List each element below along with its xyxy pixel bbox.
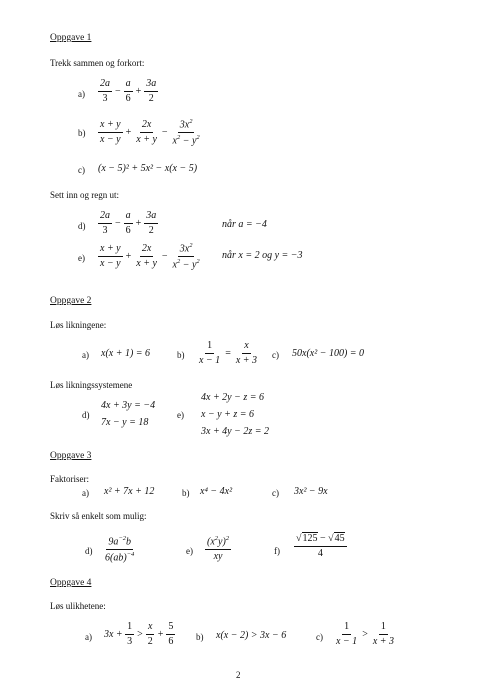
expr-2b: $\frac{1}{x - 1}$ = $\frac{x}{x + 3}$ bbox=[199, 340, 258, 366]
oppgave-2-instruction-2: Løs likningssystemene bbox=[50, 380, 133, 390]
oppgave-1-instruction: Trekk sammen og forkort: bbox=[50, 58, 145, 68]
oppgave-2-title: Oppgave 2 bbox=[50, 296, 92, 306]
oppgave-4-instruction: Løs ulikhetene: bbox=[50, 601, 106, 611]
cond-1e: når x = 2 og y = −3 bbox=[222, 250, 303, 261]
item-3b-label: b) bbox=[182, 488, 190, 498]
expr-1a: $\frac{2a}{3}$ − $\frac{a}{6}$ + $\frac{3a}{2}$ bbox=[100, 78, 157, 104]
item-1c-label: c) bbox=[78, 165, 85, 175]
expr-4b: x(x − 2) > 3x − 6 bbox=[216, 630, 287, 641]
expr-3b: x⁴ − 4x² bbox=[200, 486, 233, 497]
system-2e bbox=[201, 389, 269, 440]
item-4c-label: c) bbox=[316, 632, 323, 642]
expr-1d: $\frac{2a}{3}$ − $\frac{a}{6}$ + $\frac{3a}{2}$ bbox=[100, 210, 157, 236]
expr-1e: $\frac{x + y}{x - y}$ + $\frac{2x}{x + y}$ − $\frac{3x^2}{x^2 - y^2}$ bbox=[100, 242, 200, 271]
item-1d-label: d) bbox=[78, 221, 86, 231]
item-3a-label: a) bbox=[82, 488, 89, 498]
item-4a-label: a) bbox=[85, 632, 92, 642]
system-2e-eq1: 4x + 2y − z = 6 bbox=[201, 392, 265, 403]
expr-4a: 3x + $\frac{1}{3}$ > $\frac{x}{2}$ + $\frac{5}{6}$ bbox=[104, 621, 174, 647]
expr-1b: $\frac{x + y}{x - y}$ + $\frac{2x}{x + y}$ − $\frac{3x^2}{x^2 - y^2}$ bbox=[100, 118, 200, 147]
expr-4c: $\frac{1}{x - 1}$ > $\frac{1}{x + 3}$ bbox=[336, 621, 395, 647]
item-4b-label: b) bbox=[196, 632, 204, 642]
item-2c-label: c) bbox=[272, 350, 279, 360]
expr-3e: $\frac{(x^2y)^2}{xy}$ bbox=[207, 535, 230, 562]
expr-2c: 50x(x² − 100) = 0 bbox=[292, 348, 365, 359]
item-1e-label: e) bbox=[78, 253, 85, 263]
item-1b-label: b) bbox=[78, 128, 86, 138]
expr-3a: x² + 7x + 12 bbox=[104, 486, 155, 497]
system-2d bbox=[101, 397, 155, 431]
oppgave-1-instruction-2: Sett inn og regn ut: bbox=[50, 190, 119, 200]
expr-2a: x(x + 1) = 6 bbox=[101, 348, 151, 359]
item-3d-label: d) bbox=[85, 546, 93, 556]
cond-1d: når a = −4 bbox=[222, 219, 267, 230]
item-3c-label: c) bbox=[272, 488, 279, 498]
oppgave-3-title: Oppgave 3 bbox=[50, 451, 92, 461]
item-2a-label: a) bbox=[82, 350, 89, 360]
item-1a-label: a) bbox=[78, 89, 85, 99]
oppgave-3-instruction: Faktoriser: bbox=[50, 474, 89, 484]
oppgave-4-title: Oppgave 4 bbox=[50, 578, 92, 588]
item-2e-label: e) bbox=[177, 410, 184, 420]
expr-3f: $\frac{√125 - √45}{4}$ bbox=[296, 533, 345, 559]
item-3f-label: f) bbox=[274, 546, 280, 556]
system-2e-eq2: x − y + z = 6 bbox=[201, 409, 255, 420]
system-2d-eq2: 7x − y = 18 bbox=[101, 417, 149, 428]
system-2e-eq3: 3x + 4y − 2z = 2 bbox=[201, 426, 270, 437]
page-number: 2 bbox=[236, 670, 241, 680]
expr-3d: $\frac{9a^{-2}b}{6(ab)^{-4}}$ bbox=[105, 535, 135, 564]
oppgave-1-title: Oppgave 1 bbox=[50, 33, 92, 43]
item-2d-label: d) bbox=[82, 410, 90, 420]
oppgave-2-instruction: Løs likningene: bbox=[50, 320, 107, 330]
system-2d-eq1: 4x + 3y = −4 bbox=[101, 400, 156, 411]
item-3e-label: e) bbox=[186, 546, 193, 556]
expr-3c: 3x² − 9x bbox=[294, 486, 328, 497]
item-2b-label: b) bbox=[177, 350, 185, 360]
expr-1c: (x − 5)² + 5x² − x(x − 5) bbox=[98, 163, 198, 174]
oppgave-3-instruction-2: Skriv så enkelt som mulig: bbox=[50, 511, 147, 521]
